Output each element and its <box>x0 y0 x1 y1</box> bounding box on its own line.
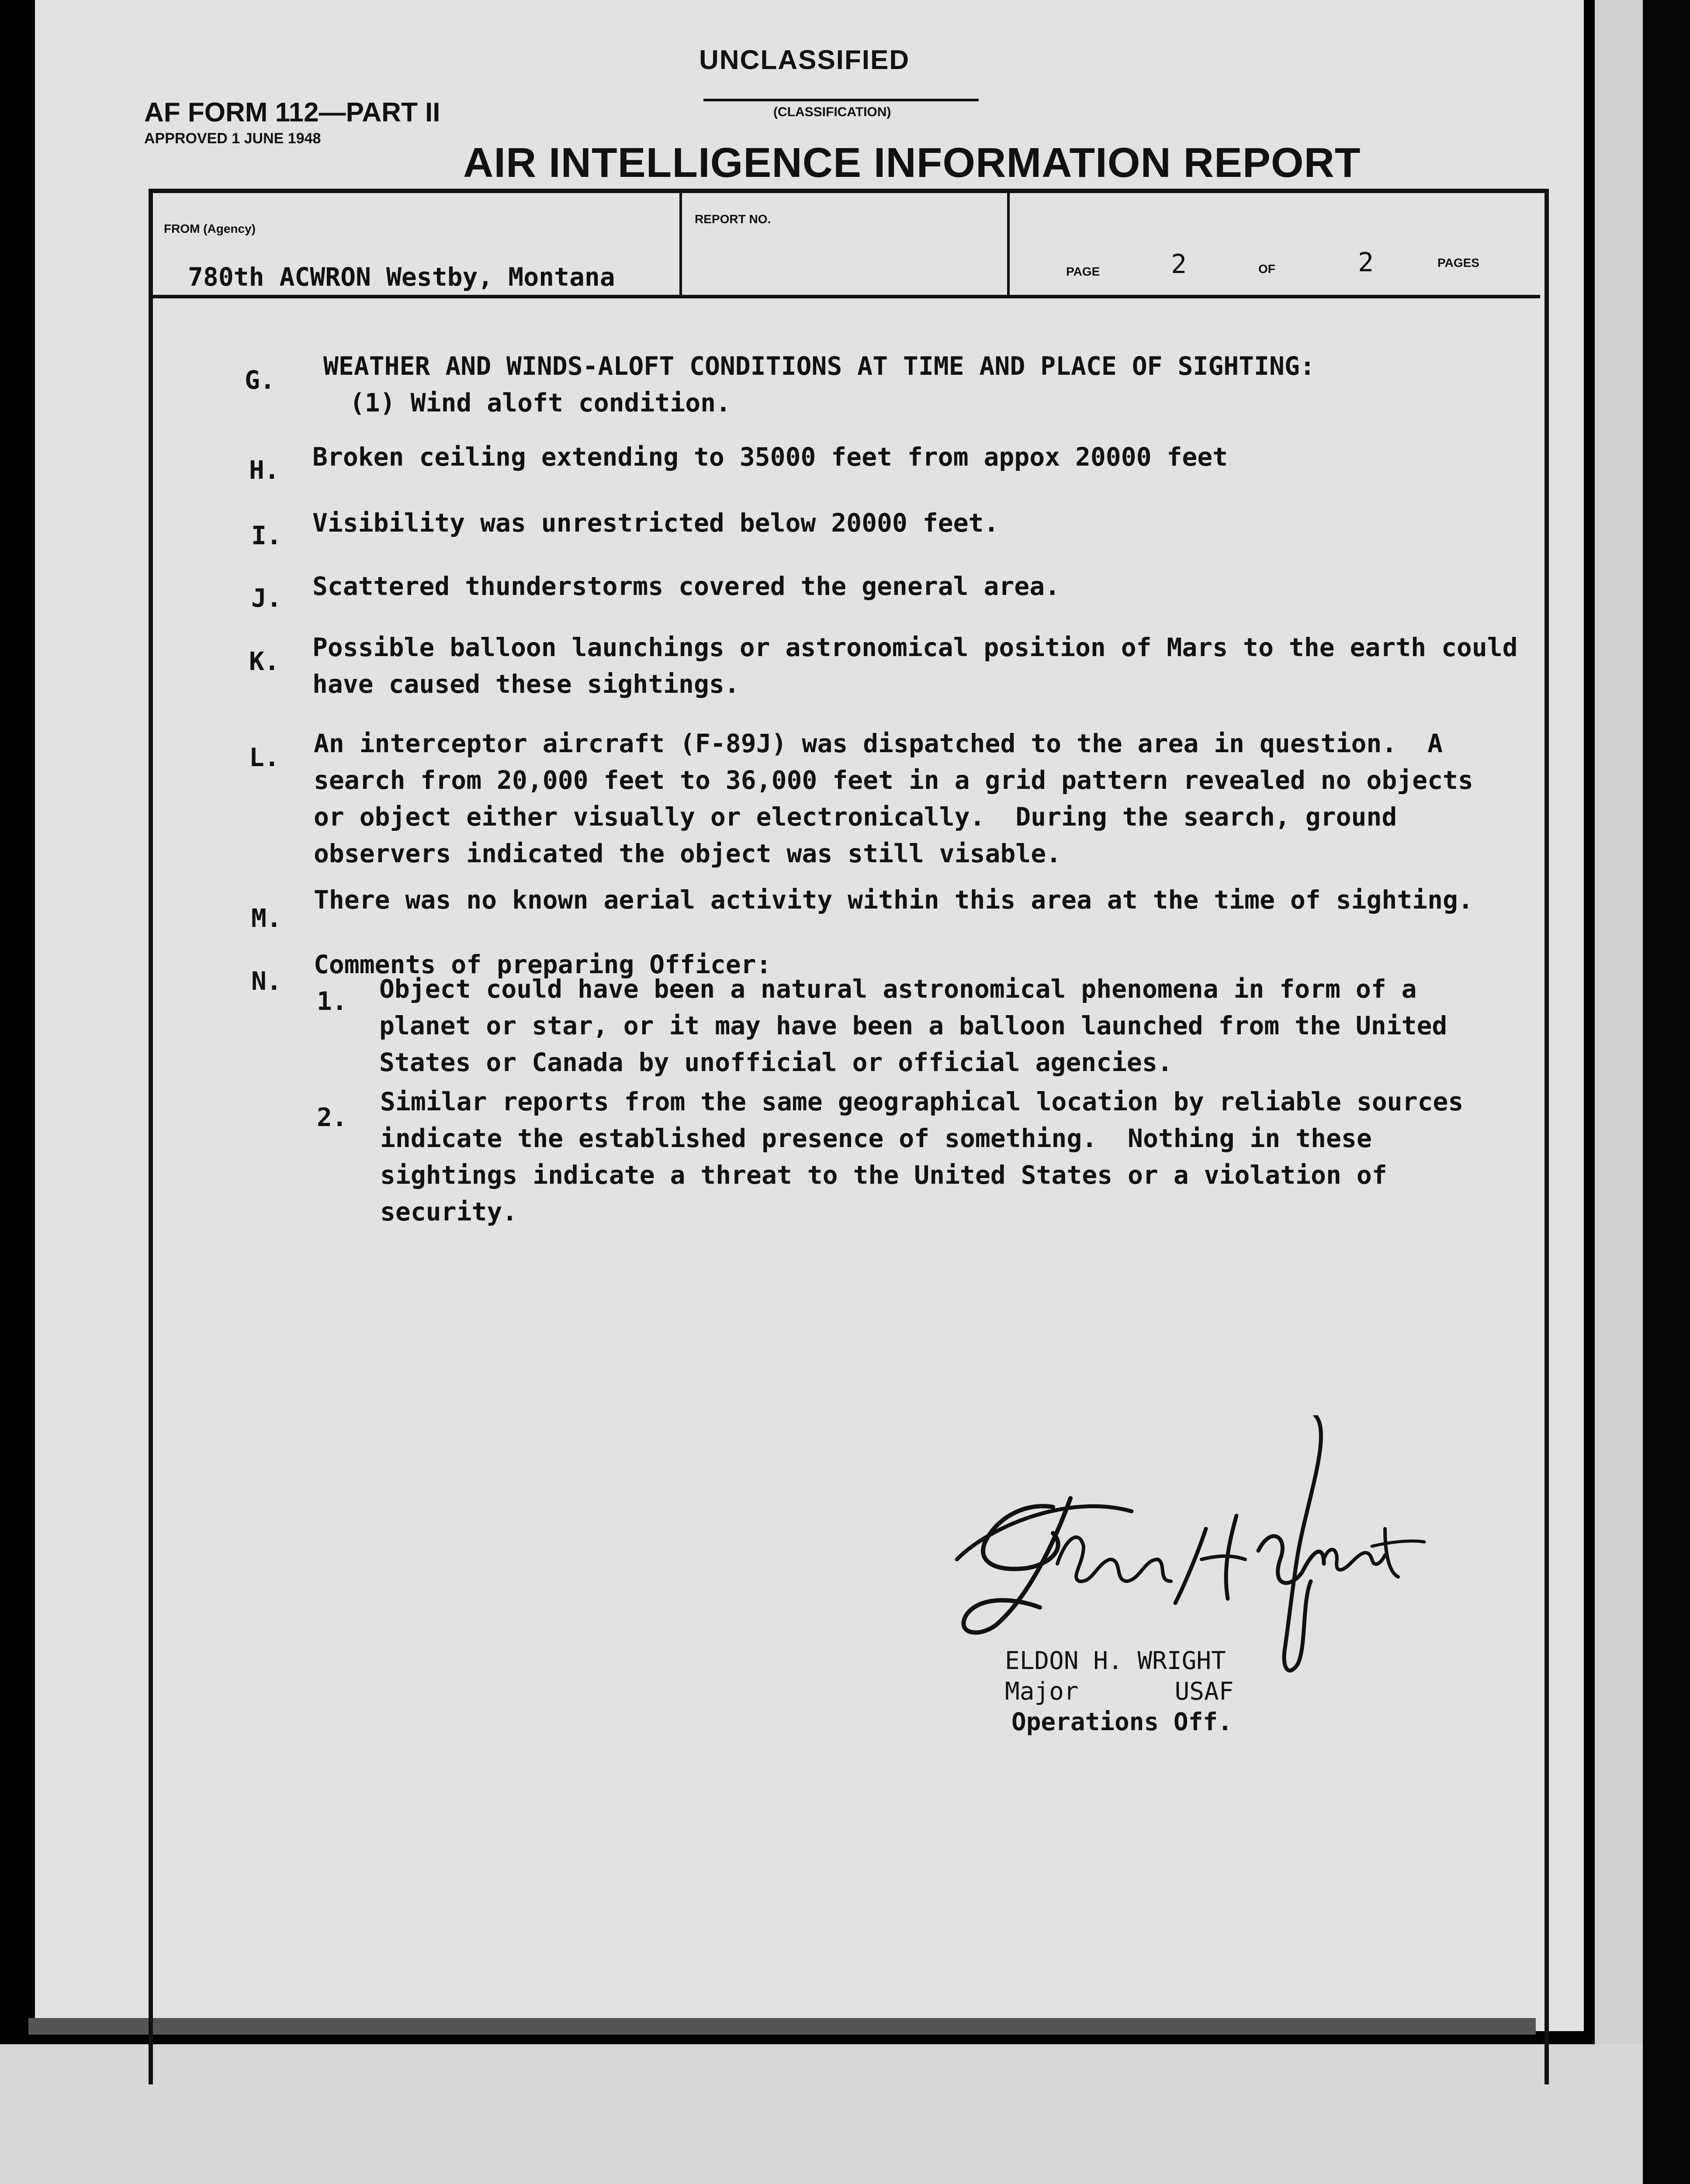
classification-caption: (CLASSIFICATION) <box>773 105 891 119</box>
page-total: 2 <box>1358 247 1374 278</box>
report-no-caption: REPORT NO. <box>695 212 771 226</box>
item-marker: J. <box>251 583 282 613</box>
item-line: Possible balloon launchings or astronomical position of Mars to the earth could <box>312 632 1518 662</box>
item-line: An interceptor aircraft (F-89J) was dispatched to the area in question. A <box>314 729 1443 758</box>
item-line: (1) Wind aloft condition. <box>350 388 731 418</box>
item-line: Broken ceiling extending to 35000 feet from appox 20000 feet <box>312 442 1228 472</box>
item-line: observers indicated the object was still visable. <box>314 839 1062 868</box>
report-title: AIR INTELLIGENCE INFORMATION REPORT <box>463 139 1361 186</box>
signer-rank <box>1005 1677 1233 1706</box>
item-line: Scattered thunderstorms covered the general area. <box>312 571 1060 601</box>
comment-line: planet or star, or it may have been a balloon launched from the United <box>379 1011 1448 1040</box>
item-marker: N. <box>251 966 282 996</box>
form-approved-date: APPROVED 1 JUNE 1948 <box>144 130 321 147</box>
signer-position: Operations Off. <box>1011 1708 1233 1736</box>
pages-caption: PAGES <box>1437 256 1479 270</box>
from-caption: FROM (Agency) <box>164 222 256 235</box>
signer-name: ELDON H. WRIGHT <box>1005 1647 1226 1675</box>
classification-marking: UNCLASSIFIED <box>699 45 910 75</box>
page-edge-strip <box>1595 0 1643 2053</box>
comment-line: Similar reports from the same geographical location by reliable sources <box>380 1087 1464 1116</box>
form-column-divider <box>679 192 682 297</box>
comment-line: States or Canada by unofficial or official agencies. <box>379 1047 1173 1077</box>
of-caption: OF <box>1258 262 1275 276</box>
item-marker: G. <box>245 365 275 395</box>
item-marker: L. <box>249 743 280 772</box>
item-line: search from 20,000 feet to 36,000 feet in a grid pattern revealed no objects <box>314 765 1473 795</box>
comment-line: security. <box>380 1197 518 1227</box>
comment-line: indicate the established presence of something. Nothing in these <box>380 1123 1372 1153</box>
comment-marker: 1. <box>317 986 347 1016</box>
signer-rank-value: Major <box>1005 1677 1079 1706</box>
comment-line: Object could have been a natural astronomical phenomena in form of a <box>379 974 1417 1004</box>
form-column-divider <box>1007 192 1010 297</box>
scan-border-right <box>1643 0 1690 2184</box>
item-line: Comments of preparing Officer: <box>314 950 772 979</box>
page-number: 2 <box>1171 249 1187 280</box>
item-marker: K. <box>249 646 280 676</box>
form-header-rule <box>149 295 1540 298</box>
comment-marker: 2. <box>317 1102 347 1132</box>
page-caption: PAGE <box>1066 265 1100 278</box>
item-line: or object either visually or electronically. During the search, ground <box>314 802 1397 832</box>
signer-service: USAF <box>1174 1677 1234 1706</box>
item-line: WEATHER AND WINDS-ALOFT CONDITIONS AT TIME AND PLACE OF SIGHTING: <box>323 351 1315 381</box>
item-marker: M. <box>251 903 282 933</box>
item-line: There was no known aerial activity within this area at the time of sighting. <box>314 885 1473 915</box>
item-line: Visibility was unrestricted below 20000 feet. <box>312 508 999 538</box>
from-agency-value: 780th ACWRON Westby, Montana <box>188 262 615 292</box>
item-marker: I. <box>251 521 282 550</box>
item-marker: H. <box>249 455 280 485</box>
comment-line: sightings indicate a threat to the United States or a violation of <box>380 1160 1387 1190</box>
classification-underline <box>703 99 979 101</box>
item-line: have caused these sightings. <box>312 669 740 699</box>
form-label: AF FORM 112—PART II <box>144 97 440 128</box>
